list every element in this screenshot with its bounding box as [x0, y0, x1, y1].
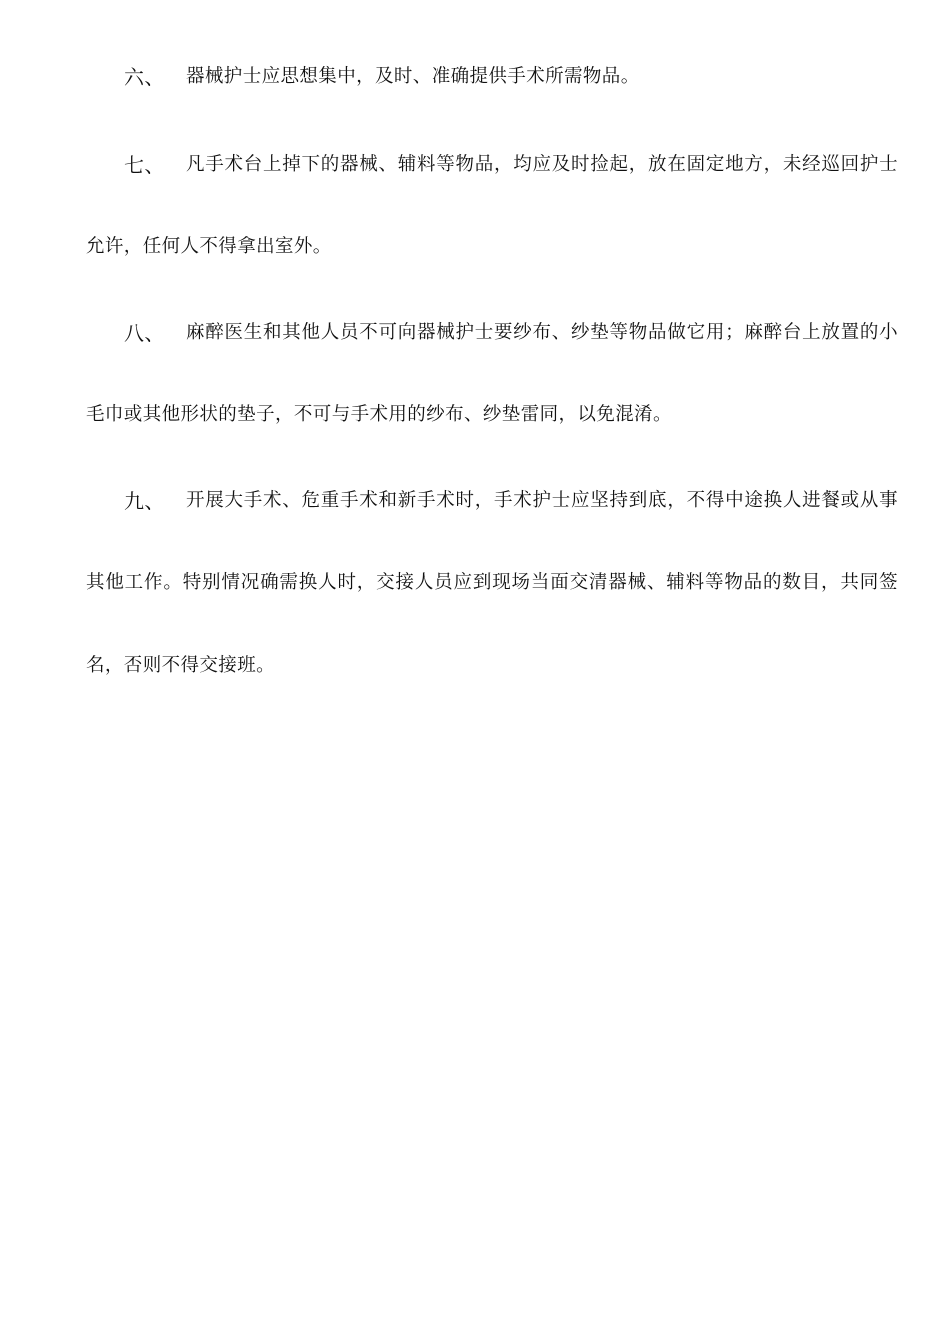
paragraph-8-first-line — [124, 321, 898, 345]
paragraph-8-continuation: 毛巾或其他形状的垫子，不可与手术用的纱布、纱垫雷同，以免混淆。 — [86, 404, 672, 425]
paragraph-7-first-line — [124, 153, 898, 177]
paragraph-9-number: 九、 — [124, 489, 165, 513]
paragraph-9-text: 开展大手术、危重手术和新手术时，手术护士应坚持到底，不得中途换人进餐或从事 — [186, 490, 898, 511]
paragraph-6-number: 六、 — [124, 65, 165, 89]
paragraph-8-number: 八、 — [124, 321, 165, 345]
paragraph-7-text: 凡手术台上掉下的器械、辅料等物品，均应及时捡起，放在固定地方，未经巡回护士 — [186, 154, 898, 175]
paragraph-8-text: 麻醉医生和其他人员不可向器械护士要纱布、纱垫等物品做它用；麻醉台上放置的小 — [186, 322, 898, 343]
paragraph-7-number: 七、 — [124, 153, 165, 177]
paragraph-9-first-line — [124, 489, 898, 513]
paragraph-9-continuation-1: 其他工作。特别情况确需换人时，交接人员应到现场当面交清器械、辅料等物品的数目，共同签 — [86, 572, 898, 593]
paragraph-6-first-line — [124, 65, 898, 89]
paragraph-9-continuation-2: 名，否则不得交接班。 — [86, 655, 276, 676]
paragraph-7-continuation: 允许，任何人不得拿出室外。 — [86, 236, 332, 257]
paragraph-6-text: 器械护士应思想集中，及时、准确提供手术所需物品。 — [186, 66, 640, 87]
